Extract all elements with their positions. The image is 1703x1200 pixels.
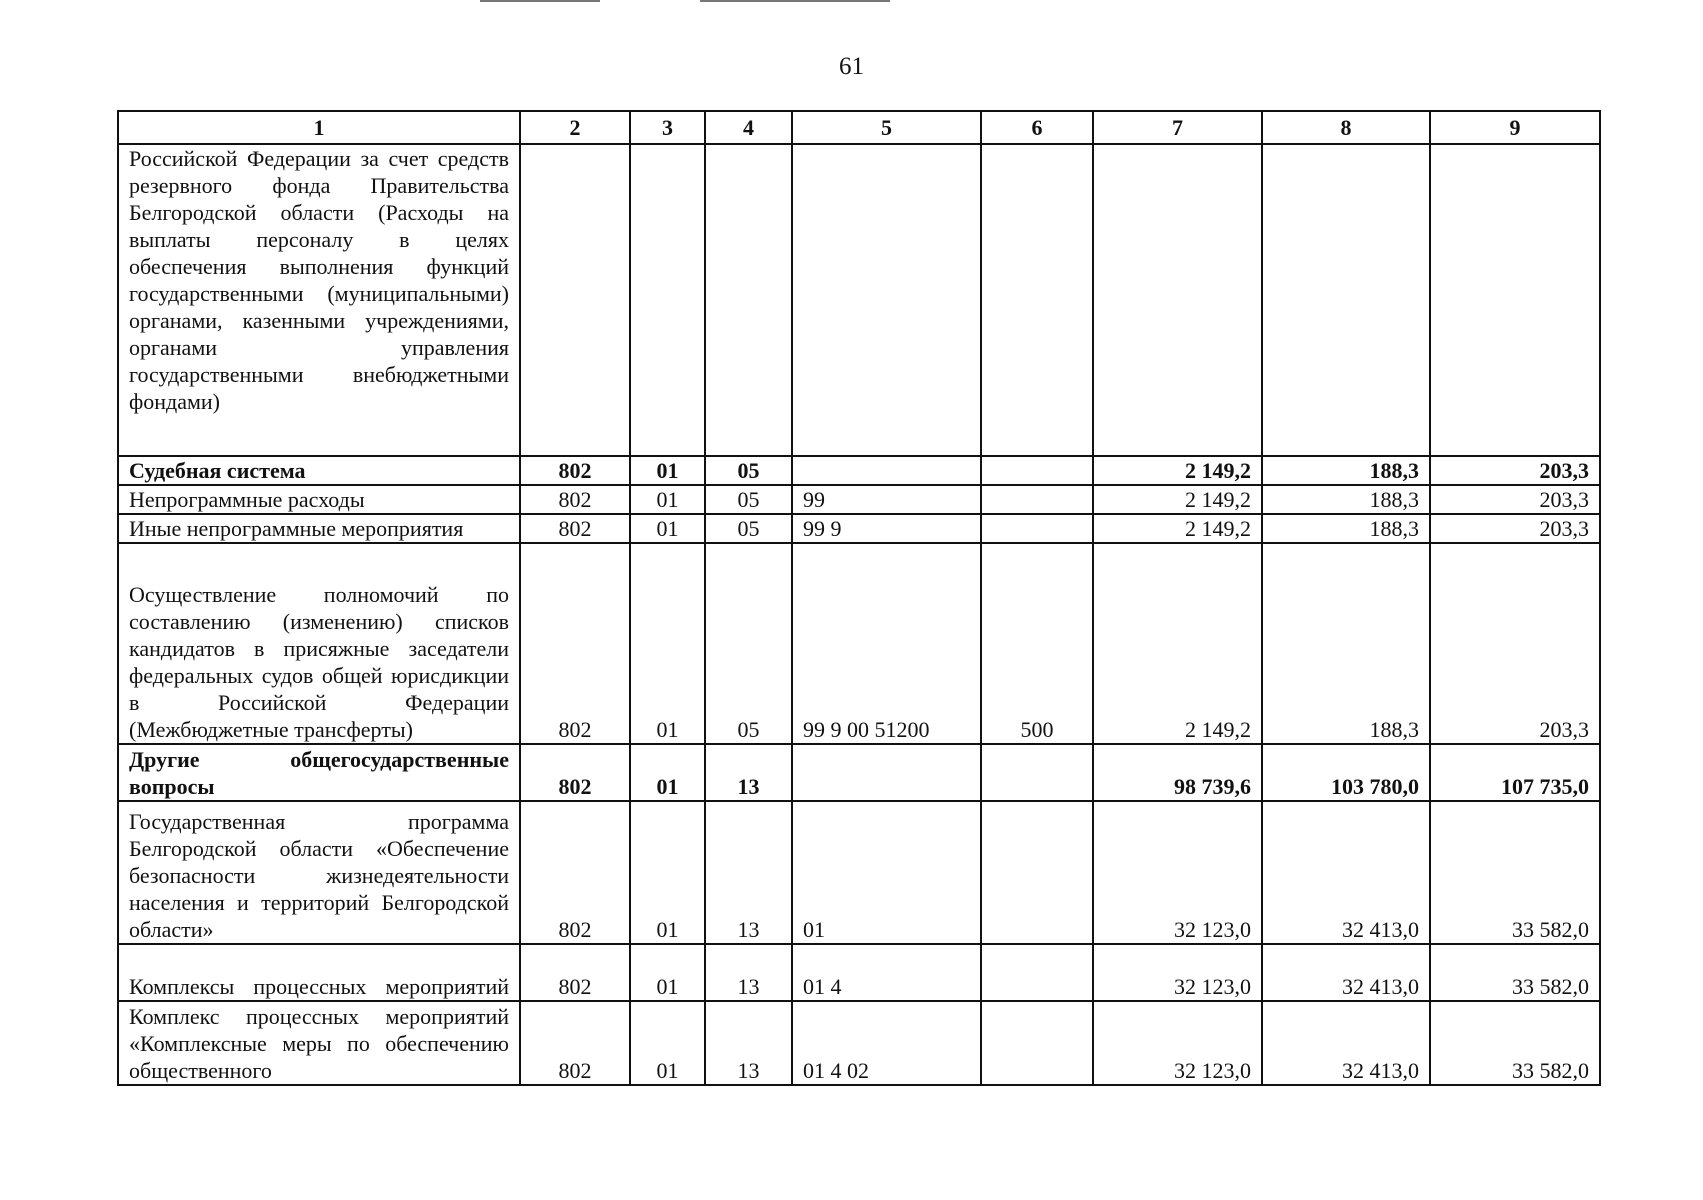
row-cell-4: 05	[705, 514, 792, 543]
row-cell-8: 188,3	[1262, 456, 1430, 485]
row-cell-2: 802	[520, 456, 630, 485]
row-cell-8: 32 413,0	[1262, 944, 1430, 1001]
budget-table	[117, 110, 1601, 1086]
scan-artifact-line	[700, 0, 890, 2]
row-cell-6	[981, 944, 1093, 1001]
table-row	[118, 485, 1600, 514]
row-name-cell: Судебная система	[118, 456, 520, 485]
row-cell-2: 802	[520, 485, 630, 514]
row-name-cell: Непрограммные расходы	[118, 485, 520, 514]
row-cell-2: 802	[520, 514, 630, 543]
row-name-cell: Осуществление полномочий по составлению (изменению) списков кандидатов в присяжные заседатели федеральных судов общей юрисдикции в Российской Федерации (Межбюджетные трансферты)	[118, 543, 520, 744]
row-cell-4: 13	[705, 801, 792, 944]
table-row	[118, 543, 1600, 744]
row-cell-4: 13	[705, 1001, 792, 1085]
row-cell-6	[981, 1001, 1093, 1085]
row-cell-8: 32 413,0	[1262, 1001, 1430, 1085]
row-cell-2: 802	[520, 744, 630, 801]
row-cell-9: 33 582,0	[1430, 801, 1600, 944]
row-cell-4: 13	[705, 744, 792, 801]
row-cell-3	[630, 144, 705, 456]
row-cell-3: 01	[630, 944, 705, 1001]
header-col-3: 3	[630, 111, 705, 144]
row-name-cell: Комплекс процессных мероприятий «Комплексные меры по обеспечению общественного	[118, 1001, 520, 1085]
row-cell-5: 99 9	[792, 514, 981, 543]
page-number: 61	[839, 53, 864, 80]
header-col-5: 5	[792, 111, 981, 144]
scan-artifact-line	[480, 0, 600, 2]
table-row	[118, 456, 1600, 485]
row-cell-9: 33 582,0	[1430, 944, 1600, 1001]
row-cell-9: 107 735,0	[1430, 744, 1600, 801]
row-cell-5	[792, 744, 981, 801]
row-cell-5: 99	[792, 485, 981, 514]
row-name-cell: Государственная программа Белгородской области «Обеспечение безопасности жизнедеятельности населения и территорий Белгородской области»	[118, 801, 520, 944]
header-col-9: 9	[1430, 111, 1600, 144]
row-cell-6	[981, 456, 1093, 485]
row-cell-6: 500	[981, 543, 1093, 744]
row-cell-7	[1093, 144, 1262, 456]
row-name-cell: Другие общегосударственные вопросы	[118, 744, 520, 801]
row-cell-3: 01	[630, 744, 705, 801]
row-cell-4	[705, 144, 792, 456]
row-name-cell: Российской Федерации за счет средств резервного фонда Правительства Белгородской области (Расходы на выплаты персоналу в целях обеспечения выполнения функций государственными (муниципальными) органами, казенными учреждениями, органами управления государственными внебюджетными фондами)	[118, 144, 520, 456]
row-cell-9: 33 582,0	[1430, 1001, 1600, 1085]
row-cell-4: 13	[705, 944, 792, 1001]
row-cell-3: 01	[630, 543, 705, 744]
row-cell-4: 05	[705, 543, 792, 744]
row-cell-9	[1430, 144, 1600, 456]
row-cell-3: 01	[630, 514, 705, 543]
row-cell-3: 01	[630, 1001, 705, 1085]
header-col-8: 8	[1262, 111, 1430, 144]
row-cell-3: 01	[630, 801, 705, 944]
row-cell-2: 802	[520, 543, 630, 744]
table-row	[118, 144, 1600, 456]
row-cell-8: 103 780,0	[1262, 744, 1430, 801]
header-col-7: 7	[1093, 111, 1262, 144]
row-cell-8: 188,3	[1262, 485, 1430, 514]
row-cell-2: 802	[520, 801, 630, 944]
row-cell-8: 32 413,0	[1262, 801, 1430, 944]
row-cell-9: 203,3	[1430, 514, 1600, 543]
row-cell-6	[981, 514, 1093, 543]
header-row	[118, 111, 1600, 144]
table-row	[118, 744, 1600, 801]
table-row	[118, 1001, 1600, 1085]
row-cell-7: 98 739,6	[1093, 744, 1262, 801]
row-cell-4: 05	[705, 485, 792, 514]
row-cell-5: 01 4 02	[792, 1001, 981, 1085]
row-cell-5: 01	[792, 801, 981, 944]
row-cell-7: 32 123,0	[1093, 801, 1262, 944]
row-cell-7: 32 123,0	[1093, 944, 1262, 1001]
header-col-4: 4	[705, 111, 792, 144]
header-col-6: 6	[981, 111, 1093, 144]
row-cell-7: 32 123,0	[1093, 1001, 1262, 1085]
table-row	[118, 514, 1600, 543]
row-cell-8: 188,3	[1262, 543, 1430, 744]
table-row	[118, 801, 1600, 944]
row-cell-7: 2 149,2	[1093, 485, 1262, 514]
row-cell-6	[981, 485, 1093, 514]
row-cell-8	[1262, 144, 1430, 456]
table-row	[118, 944, 1600, 1001]
row-cell-6	[981, 801, 1093, 944]
header-col-1: 1	[118, 111, 520, 144]
row-cell-8: 188,3	[1262, 514, 1430, 543]
header-col-2: 2	[520, 111, 630, 144]
row-cell-7: 2 149,2	[1093, 543, 1262, 744]
row-cell-9: 203,3	[1430, 543, 1600, 744]
row-cell-2	[520, 144, 630, 456]
row-cell-5	[792, 456, 981, 485]
row-cell-6	[981, 144, 1093, 456]
row-cell-2: 802	[520, 1001, 630, 1085]
row-cell-2: 802	[520, 944, 630, 1001]
row-cell-6	[981, 744, 1093, 801]
row-cell-7: 2 149,2	[1093, 456, 1262, 485]
row-name-cell: Иные непрограммные мероприятия	[118, 514, 520, 543]
row-cell-3: 01	[630, 485, 705, 514]
row-name-cell: Комплексы процессных мероприятий	[118, 944, 520, 1001]
row-cell-5: 01 4	[792, 944, 981, 1001]
row-cell-9: 203,3	[1430, 456, 1600, 485]
row-cell-5	[792, 144, 981, 456]
row-cell-4: 05	[705, 456, 792, 485]
row-cell-7: 2 149,2	[1093, 514, 1262, 543]
row-cell-3: 01	[630, 456, 705, 485]
row-cell-5: 99 9 00 51200	[792, 543, 981, 744]
row-cell-9: 203,3	[1430, 485, 1600, 514]
